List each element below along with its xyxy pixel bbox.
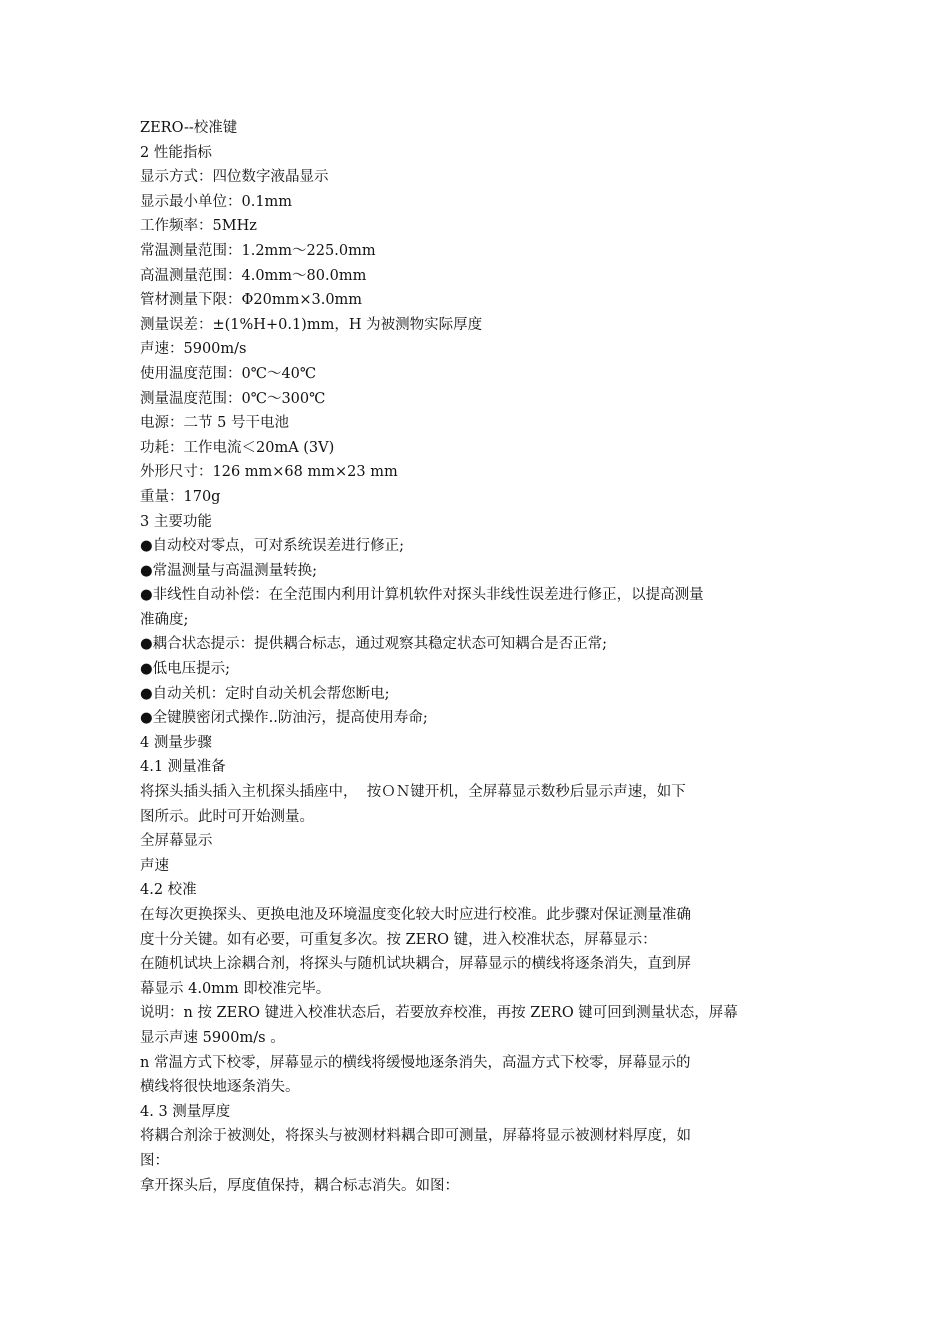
text-line: 横线将很快地逐条消失。 (140, 1079, 300, 1096)
text-line: 图： (140, 1152, 169, 1169)
text-line: 显示最小单位：0.1mm (140, 193, 293, 210)
text-line: 测量温度范围：0℃～300℃ (140, 390, 326, 407)
text-line: 声速：5900m/s (140, 341, 247, 358)
text-line: ●常温测量与高温测量转换; (140, 562, 318, 579)
text-line: 测量误差：±(1%H+0.1)mm，H 为被测物实际厚度 (140, 316, 483, 333)
text-line: 使用温度范围：0℃～40℃ (140, 365, 317, 382)
text-line: ●非线性自动补偿：在全范围内利用计算机软件对探头非线性误差进行修正，以提高测量 (140, 587, 704, 604)
text-line: ●自动校对零点，可对系统误差进行修正; (140, 538, 405, 555)
text-line: 电源：二节 5 号干电池 (140, 415, 289, 432)
text-line: 在每次更换探头、更换电池及环境温度变化较大时应进行校准。此步骤对保证测量准确 (140, 907, 691, 923)
text-line: 4.1 测量准备 (140, 759, 226, 776)
text-line: 4 测量步骤 (140, 734, 212, 751)
text-line: ●耦合状态提示：提供耦合标志，通过观察其稳定状态可知耦合是否正常; (140, 636, 608, 653)
text-line: 度十分关键。如有必要，可重复多次。按 ZERO 键，进入校准状态，屏幕显示： (140, 931, 657, 948)
text-line: 管材测量下限：Φ20mm×3.0mm (140, 292, 363, 309)
text-line: 拿开探头后，厚度值保持，耦合标志消失。如图： (140, 1177, 459, 1194)
text-line: 将探头插头插入主机探头插座中， 按ＯＮ键开机，全屏幕显示数秒后显示声速，如下 (140, 784, 686, 801)
text-line: 工作频率：5MHz (140, 218, 257, 235)
text-line: ZERO--校准键 (140, 120, 238, 136)
text-line: 4.2 校准 (140, 882, 197, 899)
text-line: 3 主要功能 (140, 513, 212, 530)
text-line: 说明：n 按 ZERO 键进入校准状态后，若要放弃校准，再按 ZERO 键可回到测量状态，屏幕 (140, 1005, 738, 1022)
text-line: 功耗：工作电流＜20mA (3V) (140, 439, 335, 456)
text-line: ●自动关机：定时自动关机会帮您断电; (140, 685, 390, 702)
text-line: 显示声速 5900m/s 。 (140, 1029, 285, 1046)
text-line: 将耦合剂涂于被测处，将探头与被测材料耦合即可测量，屏幕将显示被测材料厚度，如 (140, 1128, 691, 1145)
text-line: ●全键膜密闭式操作..防油污，提高使用寿命; (140, 710, 428, 727)
text-line: 显示方式：四位数字液晶显示 (140, 169, 329, 186)
text-line: ●低电压提示; (140, 661, 231, 678)
text-line: 在随机试块上涂耦合剂，将探头与随机试块耦合，屏幕显示的横线将逐条消失，直到屏 (140, 956, 691, 973)
text-line: 高温测量范围：4.0mm～80.0mm (140, 267, 367, 284)
text-line: 常温测量范围：1.2mm～225.0mm (140, 242, 376, 259)
text-line: 外形尺寸：126 mm×68 mm×23 mm (140, 464, 398, 481)
text-line: 准确度; (140, 611, 189, 628)
text-line: 重量：170g (140, 488, 221, 505)
text-line: n 常温方式下校零，屏幕显示的横线将缓慢地逐条消失，高温方式下校零，屏幕显示的 (140, 1054, 691, 1071)
text-line: 声速 (140, 857, 169, 874)
document-body (140, 116, 805, 1198)
text-line: 2 性能指标 (140, 144, 212, 161)
text-line: 幕显示 4.0mm 即校准完毕。 (140, 980, 331, 997)
text-line: 图所示。此时可开始测量。 (140, 808, 314, 825)
text-line: 4. 3 测量厚度 (140, 1103, 231, 1120)
text-line: 全屏幕显示 (140, 833, 213, 850)
